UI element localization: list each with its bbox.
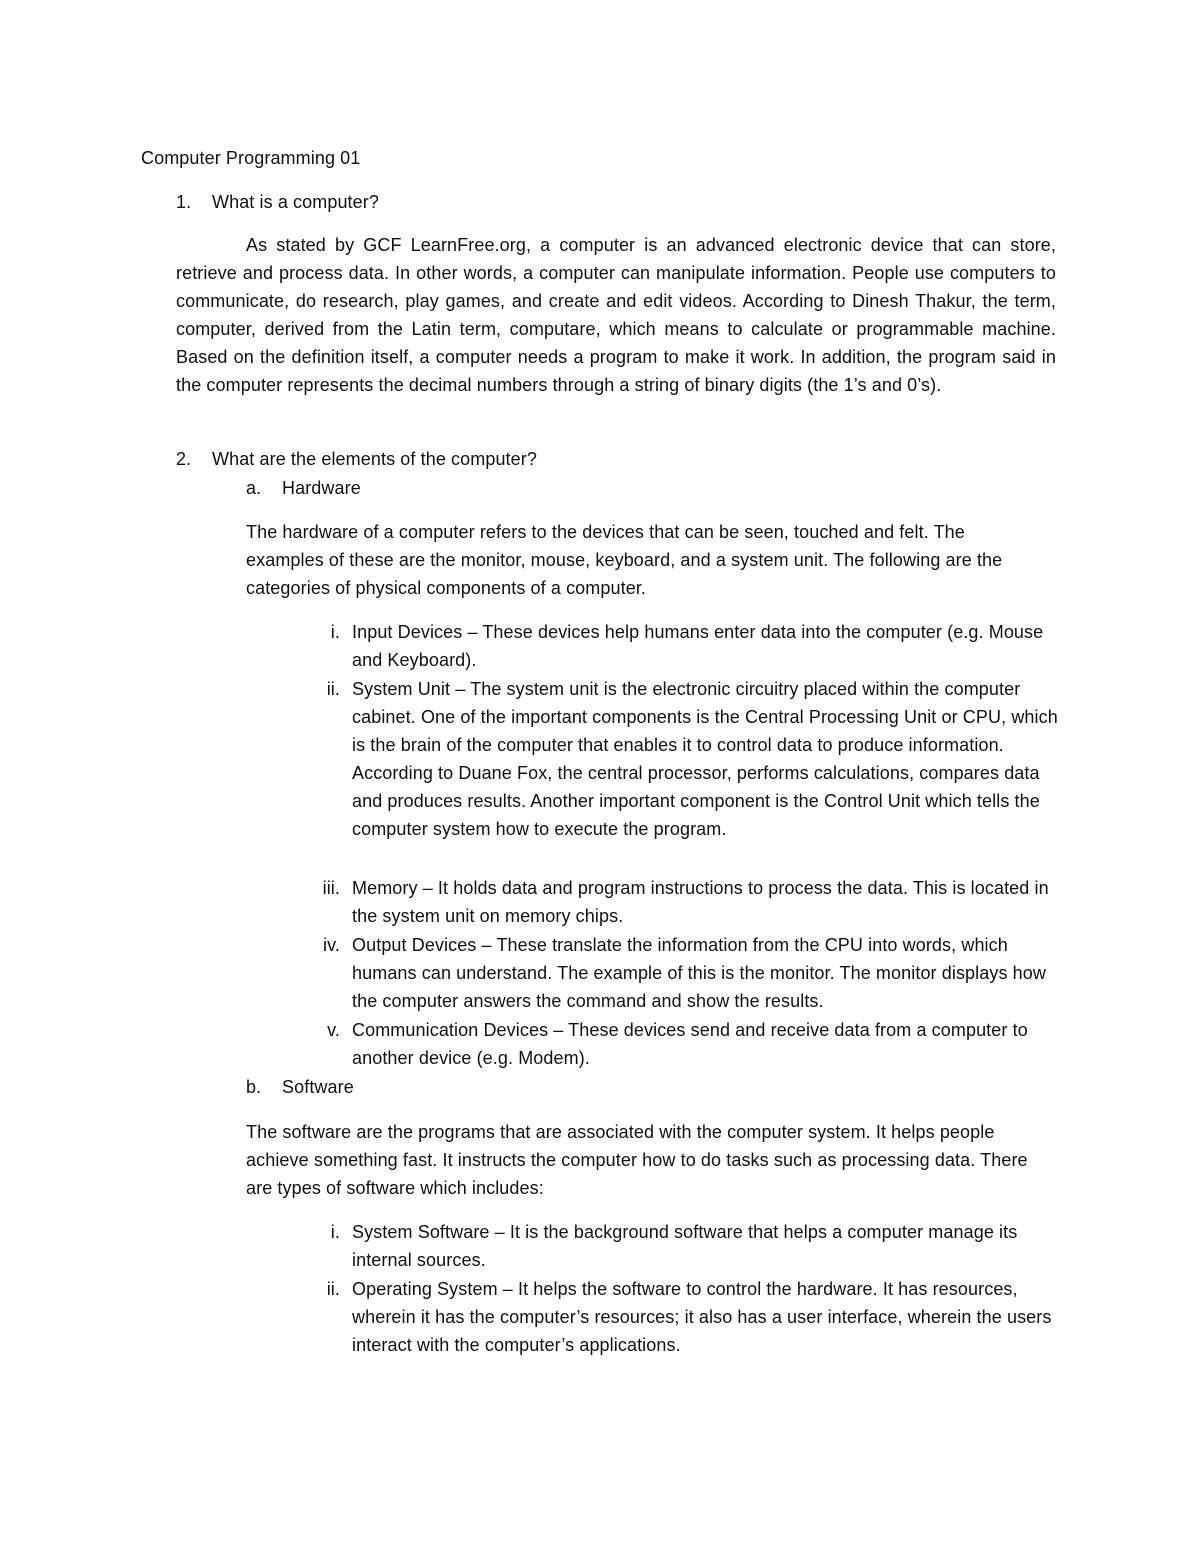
question-1-answer: As stated by GCF LearnFree.org, a computer is an advanced electronic device that can store, retrieve and process data. In other words, a computer can manipulate information. People use computers to communicate, do research, play games, and create and edit videos. According to Dinesh Thakur, the term, computer, derived from the Latin term, computare, which means to calculate or programmable machine. Based on the definition itself, a computer needs a program to make it work. In addition, the program said in the computer represents the decimal numbers through a string of binary digits (the 1’s and 0’s). bbox=[176, 235, 1056, 395]
software-item-numeral: ii. bbox=[326, 1279, 340, 1299]
hardware-item-output-devices: Output Devices – These translate the information from the CPU into words, which humans can understand. The example of this is the monitor. The monitor displays how the computer answers the command and show the results. bbox=[352, 935, 1047, 1011]
hardware-item-communication-devices: Communication Devices – These devices send and receive data from a computer to another device (e.g. Modem). bbox=[352, 1020, 1028, 1068]
hardware-intro: The hardware of a computer refers to the devices that can be seen, touched and felt. The examples of these are the monitor, mouse, keyboard, and a system unit. The following are the categories of physical components of a computer. bbox=[246, 522, 1003, 598]
hardware-item-numeral: iv. bbox=[323, 935, 340, 955]
software-letter: b. bbox=[246, 1077, 262, 1097]
software-item-system-software: System Software – It is the background software that helps a computer manage its internal sources. bbox=[352, 1222, 1018, 1270]
software-intro: The software are the programs that are associated with the computer system. It helps people achieve something fast. It instructs the computer how to do tasks such as processing data. There are types of software which includes: bbox=[246, 1122, 1028, 1198]
question-1-number: 1. bbox=[176, 192, 192, 212]
document-title: Computer Programming 01 bbox=[141, 148, 361, 168]
software-item-operating-system: Operating System – It helps the software to control the hardware. It has resources, wherein it has the computer’s resources; it also has a user interface, wherein the users interact with the computer’s applications. bbox=[352, 1279, 1052, 1355]
hardware-item-numeral: i. bbox=[330, 622, 340, 642]
hardware-item-system-unit: System Unit – The system unit is the electronic circuitry placed within the computer cabinet. One of the important components is the Central Processing Unit or CPU, which is the brain of the computer that enables it to control data to produce information. According to Duane Fox, the central processor, performs calculations, compares data and produces results. Another important component is the Control Unit which tells the computer system how to execute the program. bbox=[352, 679, 1058, 839]
software-item-numeral: i. bbox=[330, 1222, 340, 1242]
software-heading: Software bbox=[282, 1077, 354, 1097]
question-1-text: What is a computer? bbox=[212, 192, 379, 212]
hardware-item-numeral: v. bbox=[327, 1020, 340, 1040]
hardware-item-input-devices: Input Devices – These devices help humans enter data into the computer (e.g. Mouse and Keyboard). bbox=[352, 622, 1044, 670]
question-2-text: What are the elements of the computer? bbox=[212, 449, 537, 469]
hardware-item-memory: Memory – It holds data and program instructions to process the data. This is located in the system unit on memory chips. bbox=[352, 878, 1049, 926]
question-2-number: 2. bbox=[176, 449, 192, 469]
hardware-item-numeral: iii. bbox=[322, 878, 340, 898]
hardware-heading: Hardware bbox=[282, 478, 361, 498]
hardware-item-numeral: ii. bbox=[326, 679, 340, 699]
hardware-letter: a. bbox=[246, 478, 262, 498]
